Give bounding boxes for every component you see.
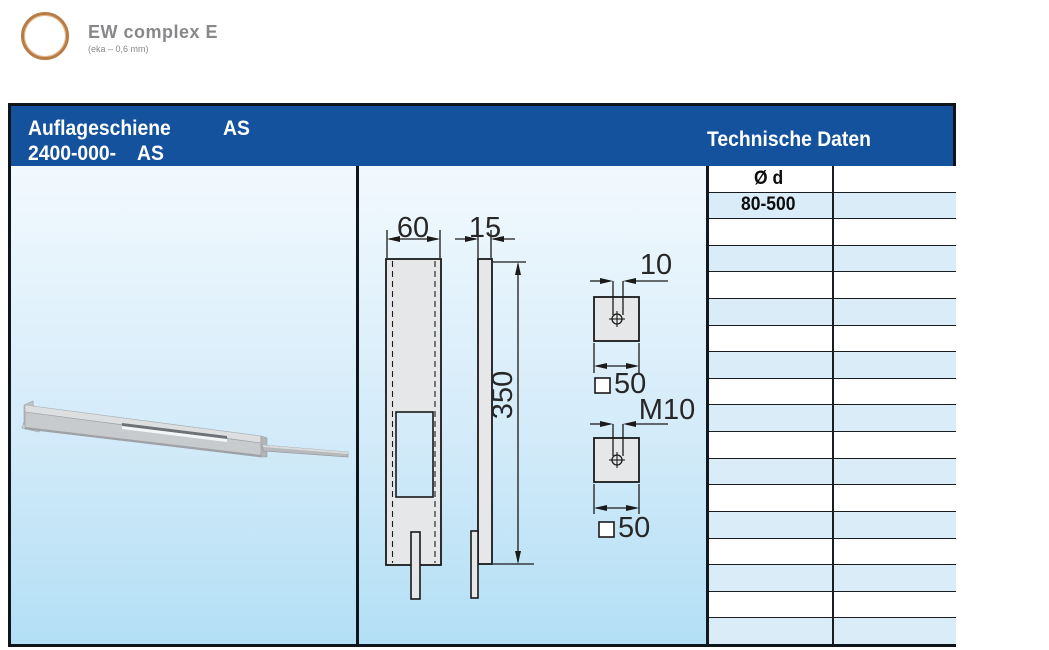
- header-bar: [11, 106, 953, 166]
- table-row: [709, 617, 956, 644]
- table-cell: 80-500: [709, 193, 834, 219]
- table-cell: [709, 565, 834, 591]
- table-cell: [709, 485, 834, 511]
- photo-background: [11, 166, 356, 644]
- table-cell: [709, 512, 834, 538]
- square-symbol-icon: [595, 378, 610, 393]
- table-row: [709, 271, 956, 298]
- table-row: [709, 538, 956, 565]
- table-cell: [709, 539, 834, 565]
- table-cell: [834, 432, 957, 458]
- table-cell: [834, 166, 957, 192]
- photo-panel: [11, 166, 356, 644]
- dim-plate-bottom-label: 50: [618, 512, 651, 544]
- dim-thread-label: M10: [638, 394, 696, 426]
- product-name: Auflageschiene: [28, 117, 171, 140]
- table-row: [709, 245, 956, 272]
- product-type: AS: [223, 117, 251, 140]
- table-row: [709, 458, 956, 485]
- table-row: [709, 192, 956, 219]
- drawing-panel: [359, 166, 706, 644]
- table-cell: [834, 326, 957, 352]
- table-cell: [709, 379, 834, 405]
- brand-ring-icon: [21, 12, 69, 60]
- side-view-rod: [471, 531, 478, 598]
- table-row: [709, 511, 956, 538]
- table-cell: [709, 592, 834, 618]
- table-cell: [834, 485, 957, 511]
- square-symbol-icon: [599, 522, 614, 537]
- table-cell: [834, 592, 957, 618]
- table-row: [709, 298, 956, 325]
- table-row: [709, 325, 956, 352]
- dim-thickness-label: 15: [468, 212, 502, 244]
- table-cell: [834, 246, 957, 272]
- table-cell: [834, 405, 957, 431]
- table-cell: [709, 246, 834, 272]
- table-cell: [709, 432, 834, 458]
- table-row: [709, 166, 956, 192]
- table-cell: [834, 539, 957, 565]
- tech-table: [706, 166, 956, 644]
- product-code: 2400-000-: [28, 142, 117, 165]
- table-cell: [834, 565, 957, 591]
- table-cell: [709, 459, 834, 485]
- tech-data-title-wrap: [707, 128, 885, 152]
- table-row: [709, 591, 956, 618]
- brand-block: [88, 22, 218, 54]
- table-cell: [834, 272, 957, 298]
- dim-hole-label: 10: [639, 249, 673, 281]
- table-cell: [834, 379, 957, 405]
- table-row: [709, 484, 956, 511]
- table-cell: [709, 618, 834, 644]
- brand-subtitle: (eka – 0,6 mm): [88, 44, 149, 54]
- table-cell: [834, 459, 957, 485]
- table-cell: [834, 219, 957, 245]
- table-cell: [709, 352, 834, 378]
- table-cell: Ø d: [709, 166, 834, 192]
- table-row: [709, 564, 956, 591]
- table-cell: [834, 352, 957, 378]
- front-view-tab: [411, 532, 420, 599]
- sheet-main: [11, 166, 953, 644]
- dim-plate-top-label: 50: [614, 368, 647, 400]
- technical-drawing: [359, 166, 706, 644]
- dim-length-label: 350: [487, 370, 519, 420]
- table-cell: [834, 299, 957, 325]
- tech-data-title: Technische Daten: [707, 128, 871, 151]
- table-cell: [834, 618, 957, 644]
- datasheet-frame: [8, 103, 956, 647]
- table-cell: [834, 193, 957, 219]
- product-title-block: [28, 116, 252, 166]
- table-row: [709, 351, 956, 378]
- front-view: [386, 259, 441, 599]
- table-row: [709, 378, 956, 405]
- table-cell: [709, 405, 834, 431]
- table-row: [709, 218, 956, 245]
- table-cell: [709, 272, 834, 298]
- dim-width-label: 60: [396, 212, 430, 244]
- product-title-line: [28, 116, 252, 141]
- product-code-line: [28, 141, 252, 166]
- table-cell: [834, 512, 957, 538]
- table-cell: [709, 299, 834, 325]
- table-cell: [709, 326, 834, 352]
- table-row: [709, 431, 956, 458]
- product-code-type: AS: [136, 142, 164, 165]
- product-photo-image: [11, 166, 356, 644]
- table-cell: [709, 219, 834, 245]
- table-row: [709, 404, 956, 431]
- brand-title: EW complex E: [88, 22, 219, 42]
- front-view-cutout: [396, 412, 433, 497]
